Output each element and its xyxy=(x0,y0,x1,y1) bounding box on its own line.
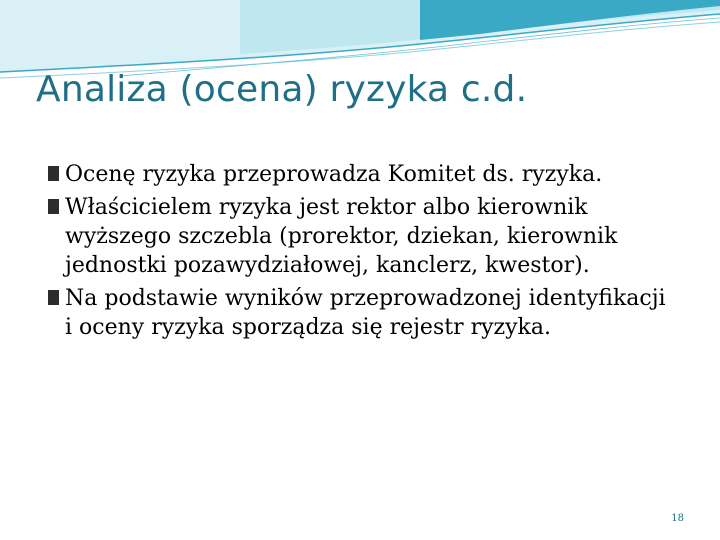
bullet-item xyxy=(48,193,678,280)
bullet-marker-icon xyxy=(48,199,59,214)
bullet-marker-icon xyxy=(48,290,59,305)
bullet-item xyxy=(48,284,678,342)
wave-band-dark xyxy=(420,0,720,40)
bullet-marker-icon xyxy=(48,166,59,181)
bullet-text: Na podstawie wyników przeprowadzonej identyfikacji i oceny ryzyka sporządza się rejestr ryzyka. xyxy=(65,286,666,340)
bullet-list xyxy=(48,160,678,346)
slide-number: 18 xyxy=(671,513,684,524)
bullet-text: Ocenę ryzyka przeprowadza Komitet ds. ryzyka. xyxy=(65,162,603,187)
bullet-item xyxy=(48,160,678,189)
bullet-text: Właścicielem ryzyka jest rektor albo kierownik wyższego szczebla (prorektor, dziekan, kierownik jednostki pozawydziałowej, kanclerz, kwestor). xyxy=(65,195,618,278)
slide-title: Analiza (ocena) ryzyka c.d. xyxy=(36,69,528,110)
